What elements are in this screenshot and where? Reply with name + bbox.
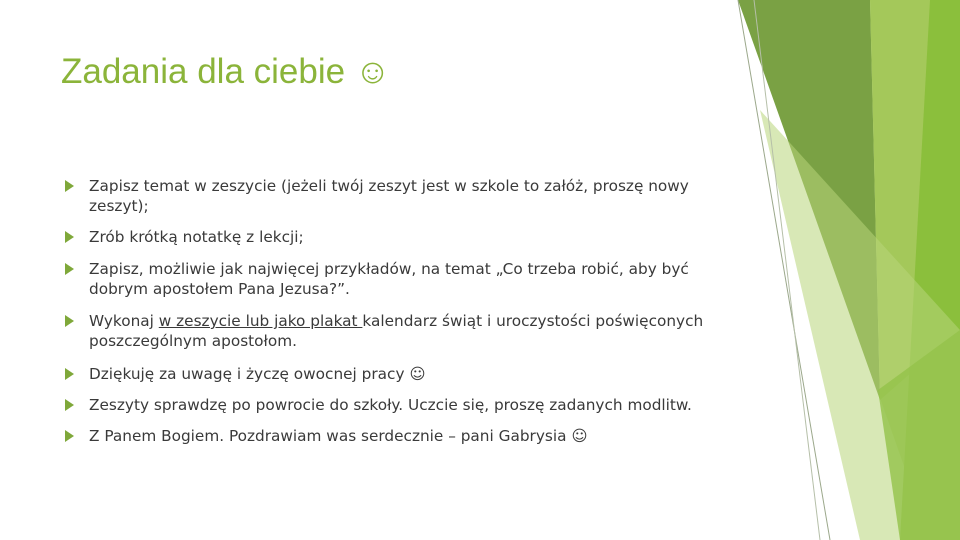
triangle-right-icon [65, 263, 74, 275]
bullet-item [65, 259, 745, 299]
bullet-item [65, 311, 745, 351]
bullet-text: Zapisz, możliwie jak najwięcej przykładów, na temat „Co trzeba robić, aby być dobrym apostołem Pana Jezusa?”. [89, 260, 689, 298]
triangle-right-icon [65, 368, 74, 380]
bullet-text: Zapisz temat w zeszycie (jeżeli twój zeszyt jest w szkole to załóż, proszę nowy zeszyt); [89, 177, 689, 215]
bullet-list [65, 176, 745, 446]
bullet-text-post: kalendarz świąt i uroczystości poświęconych poszczególnym apostołom. [89, 312, 704, 350]
bullet-text: Zrób krótką notatkę z lekcji; [89, 228, 304, 246]
bullet-text-pre: Wykonaj [89, 312, 159, 330]
slide-title: Zadania dla ciebie ☺ [61, 52, 391, 91]
triangle-right-icon [65, 430, 74, 442]
triangle-right-icon [65, 180, 74, 192]
bullet-text: Dziękuję za uwagę i życzę owocnej pracy ☺ [89, 365, 426, 383]
triangle-right-icon [65, 399, 74, 411]
bullet-item [65, 176, 745, 216]
bullet-item [65, 395, 745, 415]
bullet-item [65, 227, 745, 247]
triangle-right-icon [65, 315, 74, 327]
triangle-right-icon [65, 231, 74, 243]
bullet-item [65, 364, 745, 384]
bullet-text: Z Panem Bogiem. Pozdrawiam was serdecznie – pani Gabrysia ☺ [89, 427, 588, 445]
bullet-item [65, 426, 745, 446]
bullet-text: Zeszyty sprawdzę po powrocie do szkoły. Uczcie się, proszę zadanych modlitw. [89, 396, 692, 414]
bullet-text-underlined: w zeszycie lub jako plakat [158, 312, 363, 330]
